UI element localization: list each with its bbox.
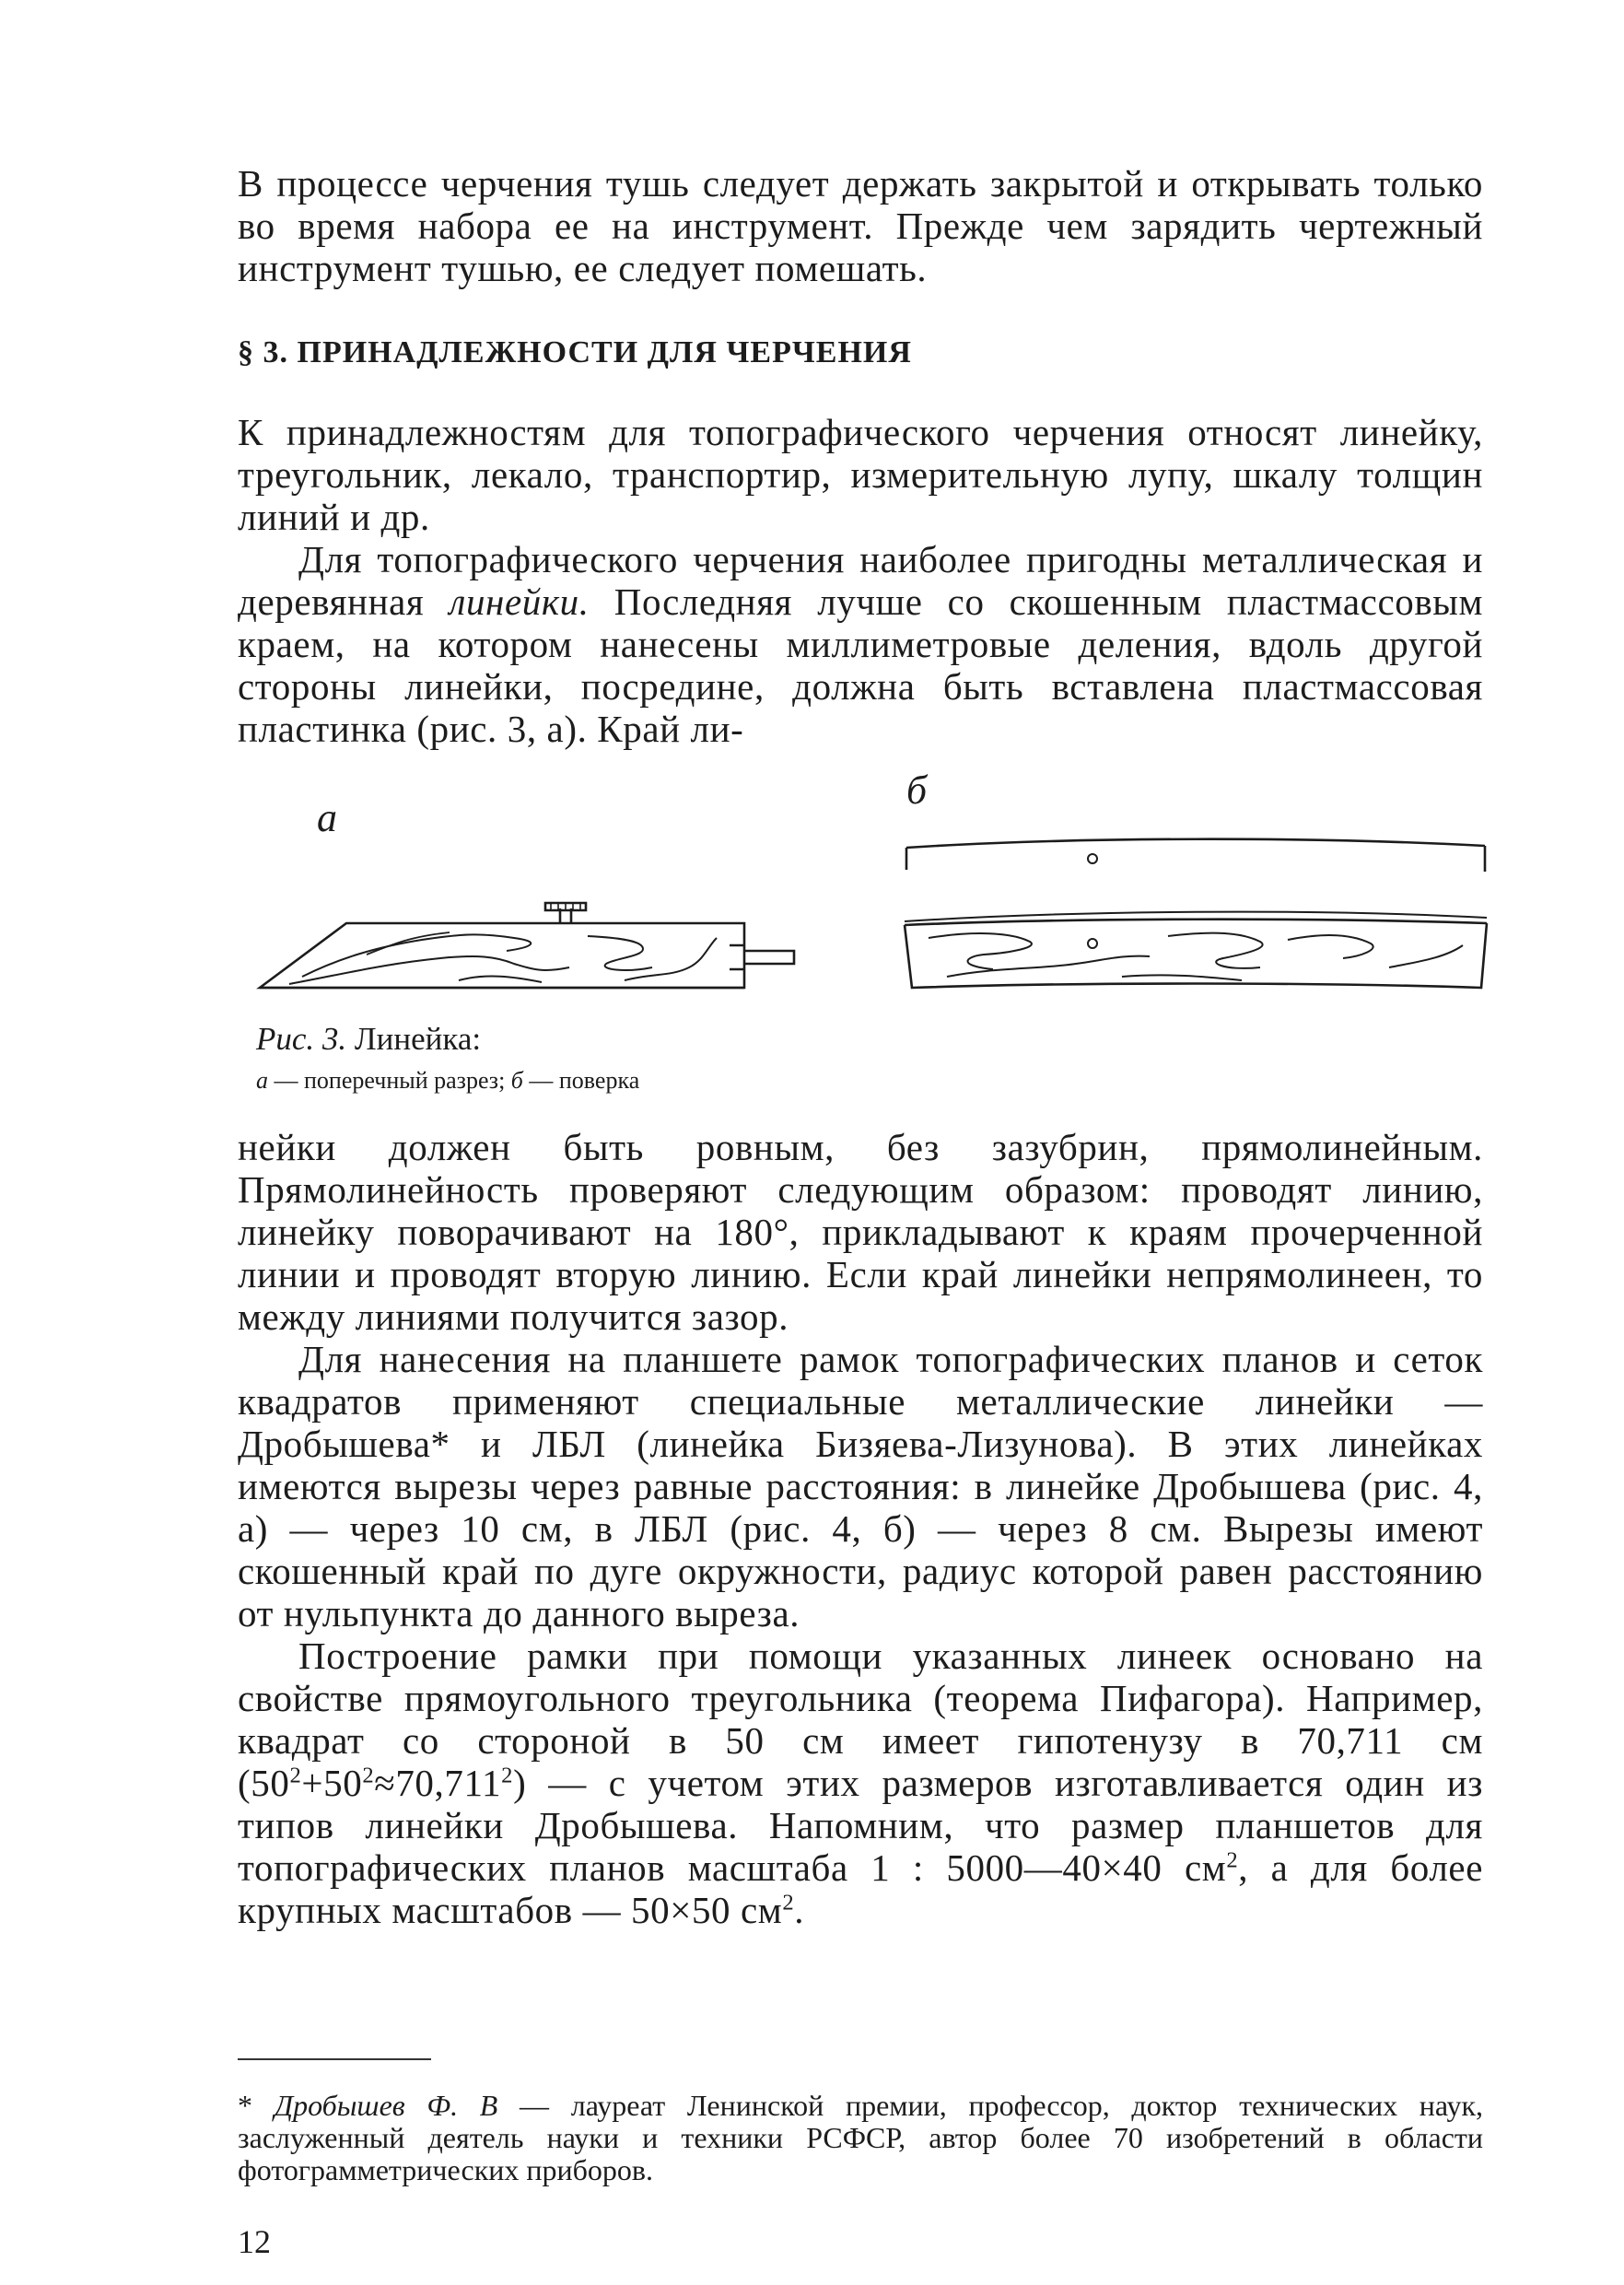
footnote-rule xyxy=(238,2058,431,2060)
frame-text-3: ≈70,711 xyxy=(374,1762,502,1804)
figure-caption xyxy=(256,1021,481,1058)
caption-number: Рис. 3. xyxy=(256,1021,347,1057)
frame-sup-5: 2 xyxy=(782,1890,795,1916)
frame-sup-4: 2 xyxy=(1226,1847,1239,1873)
rulers-text-before: Для топографического черчения наиболее пригодны металлическая и деревянная xyxy=(238,538,1483,623)
body-block-1 xyxy=(238,411,1483,750)
paragraph-accessories: К принадлежностям для топографического черчения относят линейку, треугольник, лекало, транспортир, измерительную лупу, шкалу толщин линий и др. xyxy=(238,411,1483,538)
paragraph-rulers xyxy=(238,538,1483,750)
ruler-cross-section-drawing xyxy=(238,829,809,1014)
figure-label-b: б xyxy=(906,768,928,813)
frame-sup-1: 2 xyxy=(289,1763,302,1788)
footnote-text: — лауреат Ленинской премии, профессор, доктор технических наук, заслуженный деятель науки и техники РСФСР, автор более 70 изобретений в области фотограмметрических приборов. xyxy=(238,2089,1484,2186)
body-block-2 xyxy=(238,1126,1483,1931)
paragraph-special-rulers: Для нанесения на планшете рамок топографических планов и сеток квадратов применяют специальные металлические линейки — Дробышева* и ЛБЛ (линейка Бизяева-Лизунова). В этих линейках имеются вырезы через равные расстояния: в линейке Дробышева (рис. 4, а) — через 10 см, в ЛБЛ (рис. 4, б) — через 8 см. Вырезы имеют скошенный край по дуге окружности, радиус которой равен расстоянию от нульпункта до данного выреза. xyxy=(238,1338,1483,1635)
figure-subcaption xyxy=(256,1067,639,1095)
subcaption-b-letter: б xyxy=(510,1067,523,1094)
frame-text-2: +50 xyxy=(301,1762,363,1804)
frame-text-6: . xyxy=(794,1889,805,1931)
frame-text-1: Построение рамки при помощи указанных линеек основано на свойстве прямоугольного треугольника (теорема Пифагора). Например, квадрат со стороной в 50 см имеет гипотенузу в 70,711 см (50 xyxy=(238,1635,1483,1804)
section-heading: § 3. ПРИНАДЛЕЖНОСТИ ДЛЯ ЧЕРЧЕНИЯ xyxy=(238,335,912,369)
frame-text-4: ) — с учетом этих размеров изготавливается один из типов линейки Дробышева. Напомним, что размер планшетов для топографических планов масштаба 1 : 5000—40×40 см xyxy=(238,1762,1483,1889)
ruler-verification-drawing xyxy=(892,829,1500,1014)
figure-label-a: а xyxy=(317,795,337,840)
rulers-text-after: Последняя лучше со скошенным пластмассовым краем, на котором нанесены миллиметровые деления, вдоль другой стороны линейки, посредине, должна быть вставлена пластмассовая пластинка (рис. 3, а). Край ли- xyxy=(238,580,1483,750)
footnote-mark: * xyxy=(238,2089,275,2122)
intro-block xyxy=(238,162,1483,289)
frame-sup-3: 2 xyxy=(501,1763,514,1788)
frame-sup-2: 2 xyxy=(362,1763,375,1788)
subcaption-a-letter: а xyxy=(256,1067,268,1094)
figure-3 xyxy=(238,768,1483,1115)
section-heading-block xyxy=(238,335,1483,370)
paragraph-frame-construction xyxy=(238,1635,1483,1931)
paragraph-straightness: нейки должен быть ровным, без зазубрин, прямолинейным. Прямолинейность проверяют следующим образом: проводят линию, линейку поворачивают на 180°, прикладывают к краям прочерченной линии и проводят вторую линию. Если край линейки непрямолинеен, то между линиями получится зазор. xyxy=(238,1126,1483,1338)
frame-text-5: , а для более крупных масштабов — 50×50 см xyxy=(238,1846,1483,1931)
page-number: 12 xyxy=(238,2223,271,2260)
caption-title: Линейка: xyxy=(346,1021,482,1057)
subcaption-b-text: — поверка xyxy=(522,1067,640,1094)
footnote xyxy=(238,2090,1483,2186)
footnote-name: Дробышев Ф. В xyxy=(274,2089,498,2122)
subcaption-a-text: — поперечный разрез; xyxy=(268,1067,511,1094)
intro-paragraph: В процессе черчения тушь следует держать закрытой и открывать только во время набора ее на инструмент. Прежде чем зарядить чертежный инструмент тушью, ее следует помешать. xyxy=(238,162,1483,289)
rulers-term: линейки. xyxy=(449,580,590,623)
